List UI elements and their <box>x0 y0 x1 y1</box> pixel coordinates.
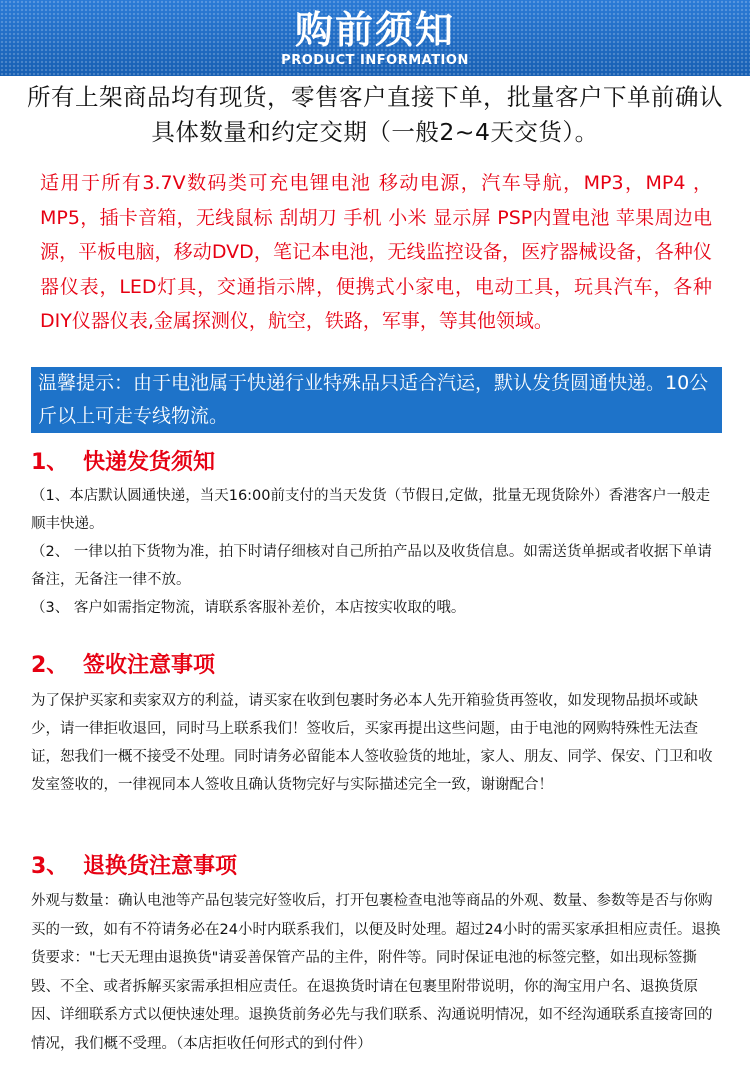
section-number: 2、 <box>31 653 69 678</box>
section-body-shipping <box>31 482 721 622</box>
paragraph: （1、本店默认圆通快递，当天16:00前支付的当天发货（节假日,定做，批量无现货除外）香港客户一般走顺丰快递。 <box>31 488 711 532</box>
section-title-shipping <box>31 448 215 478</box>
header-banner <box>0 0 750 76</box>
section-heading: 签收注意事项 <box>83 653 216 678</box>
paragraph: （3、 客户如需指定物流，请联系客服补差价，本店按实收取的哦。 <box>31 600 466 616</box>
section-number: 1、 <box>31 450 69 475</box>
paragraph: 外观与数量：确认电池等产品包装完好签收后，打开包裹检查电池等商品的外观、数量、参数等是否与你购买的一致，如有不符请务必在24小时内联系我们，以便及时处理。超过24小时的需买家承担相应责任。退换货要求："七天无理由退换货"请妥善保管产品的主件，附件等。同时保证电池的标签完整，如出现标签撕毁、不全、或者拆解买家需承担相应责任。在退换货时请在包裹里附带说明，你的淘宝用户名、退换货原因、详细联系方式以便快速处理。退换货前务必先与我们联系、沟通说明情况，如不经沟通联系直接寄回的情况，我们概不受理。（本店拒收任何形式的到付件） <box>31 893 721 1052</box>
section-title-returns <box>31 852 237 882</box>
applicable-devices-text: 适用于所有3.7V数码类可充电锂电池 移动电源，汽车导航，MP3，MP4 ，MP5，插卡音箱，无线鼠标 刮胡刀 手机 小米 显示屏 PSP内置电池 苹果周边电源，平板电脑，移动DVD，笔记本电池，无线监控设备，医疗器械设备，各种仪器仪表，LED灯具，交通指示牌，便携式小家电，电动工具，玩具汽车，各种DIY仪器仪表,金属探测仪，航空，铁路，军事，等其他领域。 <box>40 172 712 332</box>
section-heading: 快递发货须知 <box>83 450 216 475</box>
paragraph: 为了保护买家和卖家双方的利益，请买家在收到包裹时务必本人先开箱验货再签收，如发现物品损坏或缺少，请一律拒收退回，同时马上联系我们！签收后，买家再提出这些问题，由于电池的网购特殊性无法查证，恕我们一概不接受不处理。同时请务必留能本人签收验货的地址，家人、朋友、同学、保安、门卫和收发室签收的，一律视同本人签收且确认货物完好与实际描述完全一致，谢谢配合！ <box>31 693 713 793</box>
section-body-receipt <box>31 687 721 799</box>
paragraph: （2、 一律以拍下货物为准，拍下时请仔细核对自己所拍产品以及收货信息。如需送货单据或者收据下单请备注，无备注一律不放。 <box>31 544 712 588</box>
section-body-returns <box>31 887 721 1058</box>
section-title-receipt <box>31 651 215 681</box>
banner-title: 购前须知 <box>294 8 455 52</box>
section-heading: 退换货注意事项 <box>83 854 238 879</box>
intro-text: 所有上架商品均有现货，零售客户直接下单，批量客户下单前确认具体数量和约定交期（一般2~4天交货）。 <box>27 83 723 146</box>
banner-subtitle: PRODUCT INFORMATION <box>281 53 469 68</box>
shipping-notice: 温馨提示：由于电池属于快递行业特殊品只适合汽运，默认发货圆通快递。10公斤以上可走专线物流。 <box>31 367 722 433</box>
section-number: 3、 <box>31 854 69 879</box>
